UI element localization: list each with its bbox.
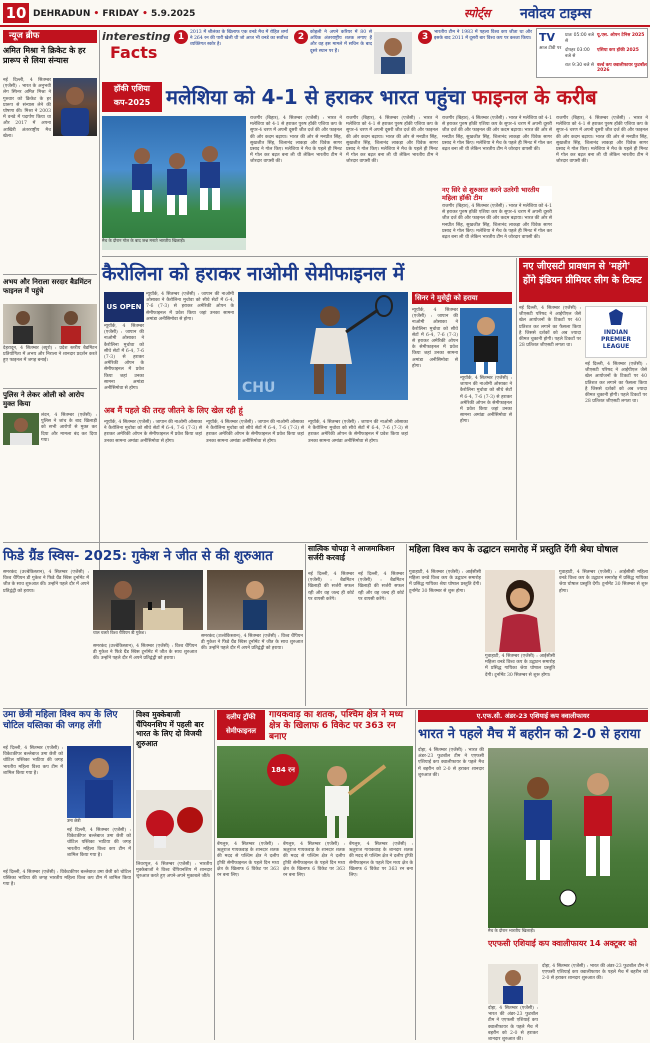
brief-divider-2 bbox=[3, 388, 97, 389]
paper-name: नवोदय टाइम्स bbox=[520, 6, 592, 22]
ipl-logo bbox=[585, 306, 647, 358]
brief-1-photo bbox=[53, 78, 97, 136]
lead-body-col1: राजगीर (बिहार), 4 सितम्बर (एजेंसी) : भारत ने मलेशिया को 4-1 से हराकर पुरुष हॉकी एशिया कप के सुपर-4 चरण में अपनी दूसरी जीत दर्ज की और फाइनल की ओर कदम बढ़ाया। भारत की ओर से मनप्रीत सिंह, सुखजीत सिंह, शिलानंद लाकड़ा और विवेक सागर प्रसाद ने गोल किए। मलेशिया ने मैच के पहले ही मिनट में गोल कर बढ़त बना ली थी लेकिन भारतीय टीम ने जोरदार वापसी की। bbox=[250, 116, 342, 165]
sinner-body-2: न्यूयॉर्क, 4 सितम्बर (एजेंसी) : जापान की नाओमी ओसाका ने कैरोलिना मुचोवा को सीधे सेटों में 6-4, 7-6 (7-3) से हराकर अमेरिकी ओपन के सेमीफाइनल में प्रवेश किया जहां उनका सामना अमांडा अनीसिमोवा से होगा। bbox=[460, 376, 512, 425]
duleep-kicker bbox=[217, 710, 265, 740]
ipl-logo-line2: PREMIER bbox=[600, 336, 632, 343]
uma-headline: उमा छेत्री महिला विश्व कप के लिए चोटिल यस्तिका की जगह लेंगी bbox=[3, 710, 118, 731]
tv-icon: TV bbox=[539, 31, 556, 44]
tennis-body-col4: न्यूयॉर्क, 4 सितम्बर (एजेंसी) : जापान की नाओमी ओसाका ने कैरोलिना मुचोवा को सीधे सेटों में 6-4, 7-6 (7-3) से हराकर अमेरिकी ओपन के सेमीफाइनल में प्रवेश किया जहां उनका सामना अमांडा अनीसिमोवा से होगा। bbox=[206, 420, 304, 444]
football-story bbox=[418, 710, 648, 1043]
brief-divider-1 bbox=[3, 274, 97, 275]
section-label: स्पोर्ट्स bbox=[464, 7, 491, 20]
shreya-body-col2: गुवाहाटी, 4 सितम्बर (एजेंसी) : आईसीसी महिला वनडे विश्व कप के उद्घाटन समारोह में प्रसिद्ध गायिका श्रेया घोषाल प्रस्तुति देंगी। टूर्नामेंट 30 सितम्बर से शुरू होगा। bbox=[485, 654, 555, 678]
usopen-logo: US OPEN bbox=[104, 292, 144, 322]
lead-story bbox=[102, 80, 648, 256]
chess-body-col3: समरकंद (उज्बेकिस्तान), 4 सितम्बर (एजेंसी) : विश्व चैंपियन डी गुकेश ने फिडे ग्रैंड स्विस टूर्नामेंट में जीत के साथ शुरुआत की। उन्होंने पहले दौर में अपने प्रतिद्वंद्वी को हराया। bbox=[201, 634, 303, 652]
ipl-body-col1: नई दिल्ली, 4 सितम्बर (एजेंसी) : जीएसटी परिषद ने आईपीएल जैसे खेल आयोजनों के टिकटों पर 40 प्रतिशत कर लगाने का फैसला किया है जिससे दर्शकों को अब ज्यादा कीमत चुकानी होगी। पहले टिकटों पर 28 प्रतिशत जीएसटी लगता था। bbox=[519, 306, 581, 349]
tv-item-1: यू.एस. ओपन टेनिस 2025 bbox=[597, 33, 645, 38]
football-body-col1: दोहा, 4 सितम्बर (एजेंसी) : भारत की अंडर-23 फुटबॉल टीम ने एएफसी एशियाई कप क्वालीफायर के पहले मैच में बहरीन को 2-0 से हराकर शानदार शुरुआत की। bbox=[418, 748, 484, 778]
edition: DEHRADUN bbox=[33, 9, 91, 19]
chess-headline: फिडे ग्रैंड स्विस- 2025: गुकेश ने जीत से की शुरुआत bbox=[3, 548, 273, 564]
chess-photo-2 bbox=[207, 570, 303, 630]
sinner-photo bbox=[460, 308, 512, 374]
masthead bbox=[0, 0, 650, 26]
tv-time-1: प्रातः 05:00 बजे से bbox=[565, 33, 594, 44]
uma-caption: उमा छेत्री bbox=[67, 818, 81, 823]
ipl-body-col2: नई दिल्ली, 4 सितम्बर (एजेंसी) : जीएसटी परिषद ने आईपीएल जैसे खेल आयोजनों के टिकटों पर 40 प्रतिशत कर लगाने का फैसला किया है जिससे दर्शकों को अब ज्यादा कीमत चुकानी होगी। पहले टिकटों पर 28 प्रतिशत जीएसटी लगता था। bbox=[585, 362, 647, 405]
boxing-photo bbox=[136, 790, 212, 860]
duleep-headline: गायकवाड़ का शतक, पश्चिम क्षेत्र ने मध्य क्षेत्र के खिलाफ 6 विकेट पर 363 रन बनाए bbox=[269, 710, 404, 742]
chess-story bbox=[3, 544, 303, 706]
tennis-body-col3: न्यूयॉर्क, 4 सितम्बर (एजेंसी) : जापान की नाओमी ओसाका ने कैरोलिना मुचोवा को सीधे सेटों में 6-4, 7-6 (7-3) से हराकर अमेरिकी ओपन के सेमीफाइनल में प्रवेश किया जहां उनका सामना अमांडा अनीसिमोवा से होगा। bbox=[104, 420, 202, 444]
satvik-body-col1: नई दिल्ली, 4 सितम्बर (एजेंसी) : बैडमिंटन खिलाड़ी की सर्जरी सफल रही और वह जल्द ही कोर्ट पर वापसी करेंगे। bbox=[308, 572, 354, 602]
facts-label-top: interesting bbox=[102, 30, 171, 43]
facts-logo bbox=[102, 30, 172, 76]
day: FRIDAY bbox=[102, 9, 139, 19]
lead-headline-part2: फाइनल के करीब bbox=[472, 85, 597, 109]
brief-3-body: लंदन, 4 सितम्बर (एजेंसी) : पुलिस ने जांच के बाद खिलाड़ी को सभी आरोपों से मुक्त कर दिया और मामला बंद कर दिया गया। bbox=[41, 413, 97, 443]
ipl-logo-icon bbox=[609, 309, 623, 325]
date: 5.9.2025 bbox=[150, 9, 196, 19]
divider-satvik bbox=[305, 544, 306, 706]
divider-duleep bbox=[214, 710, 215, 1040]
fact-3 bbox=[418, 30, 532, 76]
satvik-brief bbox=[308, 544, 404, 706]
divider-ipl bbox=[516, 258, 517, 540]
duleep-kicker-line1: दलीप ट्रॉफी bbox=[226, 713, 256, 721]
brief-2-title: अभय और निराला सरदार बैडमिंटन फाइनल में पहुंचे bbox=[3, 278, 92, 295]
chess-body-col2: समरकंद (उज्बेकिस्तान), 4 सितम्बर (एजेंसी) : विश्व चैंपियन डी गुकेश ने फिडे ग्रैंड स्विस टूर्नामेंट में जीत के साथ शुरुआत की। उन्होंने पहले दौर में अपने प्रतिद्वंद्वी को हराया। bbox=[93, 644, 197, 662]
brief-2-photo bbox=[3, 304, 97, 344]
ipl-logo-line1: INDIAN bbox=[603, 329, 629, 336]
duleep-photo bbox=[217, 746, 413, 838]
svg-text:CHU: CHU bbox=[242, 380, 276, 396]
brief-3-title: पुलिस ने लेकर ओली को आरोप मुक्त किया bbox=[3, 391, 85, 408]
chess-photo bbox=[93, 570, 203, 630]
divider-football bbox=[415, 710, 416, 1040]
tv-item-2: एशिया कप हॉकी 2025 bbox=[597, 48, 639, 53]
brief-1-body: नई दिल्ली, 4 सितम्बर (एजेंसी) : भारत के अनुभवी लेग स्पिनर अमित मिश्रा ने गुरुवार को क्रिकेट के हर प्रारूप से संन्यास लेने की घोषणा की। मिश्रा ने 2003 में वनडे में पदार्पण किया था और 2017 में अपना आखिरी अंतरराष्ट्रीय मैच खेला। bbox=[3, 78, 51, 139]
shreya-story bbox=[409, 544, 648, 706]
football-kicker: ए.एफ.सी. अंडर-23 एशियाई कप क्वालीफायर bbox=[418, 710, 648, 722]
tennis-photo bbox=[238, 292, 408, 400]
duleep-kicker-line2: सेमीफाइनल bbox=[225, 727, 256, 735]
interesting-facts-banner bbox=[102, 28, 532, 78]
fact-1-number: 1 bbox=[174, 30, 188, 44]
uma-photo bbox=[67, 746, 131, 818]
shreya-photo bbox=[485, 570, 555, 652]
column-divider-left bbox=[99, 30, 100, 590]
football-photo bbox=[488, 748, 648, 928]
football-caption: मैच के दौरान भारतीय खिलाड़ी। bbox=[488, 928, 536, 933]
tv-item-3: वर्ल्ड कप क्वालीफायर फुटबॉल 2026 bbox=[597, 63, 647, 73]
satvik-body-col2: नई दिल्ली, 4 सितम्बर (एजेंसी) : बैडमिंटन खिलाड़ी की सर्जरी सफल रही और वह जल्द ही कोर्ट पर वापसी करेंगे। bbox=[358, 572, 404, 602]
fact-2-number: 2 bbox=[294, 30, 308, 44]
satvik-headline: सात्विक चोपड़ा ने आजमाकिशन सर्जरी करवाई bbox=[308, 544, 395, 562]
chess-caption: चाल चलते विश्व चैंपियन डी गुकेश। bbox=[93, 630, 146, 635]
lead-body-col4: राजगीर (बिहार), 4 सितम्बर (एजेंसी) : भारत ने मलेशिया को 4-1 से हराकर पुरुष हॉकी एशिया कप के सुपर-4 चरण में अपनी दूसरी जीत दर्ज की और फाइनल की ओर कदम बढ़ाया। भारत की ओर से मनप्रीत सिंह, सुखजीत सिंह, शिलानंद लाकड़ा और विवेक सागर प्रसाद ने गोल किए। मलेशिया ने मैच के पहले ही मिनट में गोल कर बढ़त बना ली थी लेकिन भारतीय टीम ने जोरदार वापसी की। bbox=[442, 204, 552, 241]
football-headline: भारत ने पहले मैच में बहरीन को 2-0 से हराया bbox=[418, 727, 641, 742]
tennis-headline: कैरोलिना को हराकर नाओमी सेमीफाइनल में bbox=[102, 263, 405, 285]
tennis-body-col5: न्यूयॉर्क, 4 सितम्बर (एजेंसी) : जापान की नाओमी ओसाका ने कैरोलिना मुचोवा को सीधे सेटों में 6-4, 7-6 (7-3) से हराकर अमेरिकी ओपन के सेमीफाइनल में प्रवेश किया जहां उनका सामना अमांडा अनीसिमोवा से होगा। bbox=[308, 420, 408, 444]
boxing-body-col1: लिवरपूल, 4 सितम्बर (एजेंसी) : भारतीय मुक्केबाजों ने विश्व चैंपियनशिप में शानदार शुरुआत करते हुए अपने-अपने मुकाबले जीते। bbox=[136, 862, 212, 880]
lead-kicker-line1: हॉकी एशिया bbox=[114, 84, 150, 93]
lead-body-col3: राजगीर (बिहार), 4 सितम्बर (एजेंसी) : भारत ने मलेशिया को 4-1 से हराकर पुरुष हॉकी एशिया कप के सुपर-4 चरण में अपनी दूसरी जीत दर्ज की और फाइनल की ओर कदम बढ़ाया। भारत की ओर से मनप्रीत सिंह, सुखजीत सिंह, शिलानंद लाकड़ा और विवेक सागर प्रसाद ने गोल किए। मलेशिया ने मैच के पहले ही मिनट में गोल कर बढ़त बना ली थी लेकिन भारतीय टीम ने जोरदार वापसी की। bbox=[442, 116, 552, 153]
duleep-body-col1: बेंगलुरु, 4 सितम्बर (एजेंसी) : ऋतुराज गायकवाड़ के शानदार शतक की मदद से पश्चिम क्षेत्र ने दलीप ट्रॉफी सेमीफाइनल के पहले दिन मध्य क्षेत्र के खिलाफ 6 विकेट पर 363 रन बना लिए। bbox=[217, 842, 279, 879]
duleep-body-col3: बेंगलुरु, 4 सितम्बर (एजेंसी) : ऋतुराज गायकवाड़ के शानदार शतक की मदद से पश्चिम क्षेत्र ने दलीप ट्रॉफी सेमीफाइनल के पहले दिन मध्य क्षेत्र के खिलाफ 6 विकेट पर 363 रन बना लिए। bbox=[349, 842, 413, 879]
lead-body-col5: राजगीर (बिहार), 4 सितम्बर (एजेंसी) : भारत ने मलेशिया को 4-1 से हराकर पुरुष हॉकी एशिया कप के सुपर-4 चरण में अपनी दूसरी जीत दर्ज की और फाइनल की ओर कदम बढ़ाया। भारत की ओर से मनप्रीत सिंह, सुखजीत सिंह, शिलानंद लाकड़ा और विवेक सागर प्रसाद ने गोल किए। मलेशिया ने मैच के पहले ही मिनट में गोल कर बढ़त बना ली थी लेकिन भारतीय टीम ने जोरदार वापसी की। bbox=[556, 116, 648, 165]
football-body-col2: दोहा, 4 सितम्बर (एजेंसी) : भारत की अंडर-23 फुटबॉल टीम ने एएफसी एशियाई कप क्वालीफायर के पहले मैच में बहरीन को 2-0 से हराकर शानदार शुरुआत की। bbox=[542, 964, 648, 982]
tennis-pullquote: अब मैं पहले की तरह जीतने के लिए खेल रही हूं bbox=[104, 404, 408, 418]
lead-photo bbox=[102, 116, 246, 250]
boxing-headline: विश्व मुक्केबाजी चैंपियनशिप में पहली बार भारत के लिए दो विजयी शुरुआत bbox=[136, 710, 204, 748]
boxing-story bbox=[136, 710, 212, 1040]
duleep-body-col2: बेंगलुरु, 4 सितम्बर (एजेंसी) : ऋतुराज गायकवाड़ के शानदार शतक की मदद से पश्चिम क्षेत्र ने दलीप ट्रॉफी सेमीफाइनल के पहले दिन मध्य क्षेत्र के खिलाफ 6 विकेट पर 363 रन बना लिए। bbox=[283, 842, 345, 879]
shreya-body-col3: गुवाहाटी, 4 सितम्बर (एजेंसी) : आईसीसी महिला वनडे विश्व कप के उद्घाटन समारोह में प्रसिद्ध गायिका श्रेया घोषाल प्रस्तुति देंगी। टूर्नामेंट 30 सितम्बर से शुरू होगा। bbox=[559, 570, 648, 594]
ipl-logo-line3: LEAGUE bbox=[602, 343, 630, 350]
divider-bottom bbox=[3, 708, 648, 709]
news-brief-column bbox=[3, 30, 97, 445]
fact-2 bbox=[294, 30, 414, 76]
fact-2-photo bbox=[374, 32, 412, 74]
tv-sub: आज टीवी पर bbox=[539, 46, 562, 51]
uma-body-col1: नई दिल्ली, 4 सितम्बर (एजेंसी) : विकेटकीपर बल्लेबाज उमा छेत्री को चोटिल यस्तिका भाटिया की जगह भारतीय महिला विश्व कप टीम में शामिल किया गया है। bbox=[3, 746, 63, 776]
fact-3-number: 3 bbox=[418, 30, 432, 44]
divider-lead bbox=[102, 256, 648, 257]
lead-body-col2: राजगीर (बिहार), 4 सितम्बर (एजेंसी) : भारत ने मलेशिया को 4-1 से हराकर पुरुष हॉकी एशिया कप के सुपर-4 चरण में अपनी दूसरी जीत दर्ज की और फाइनल की ओर कदम बढ़ाया। भारत की ओर से मनप्रीत सिंह, सुखजीत सिंह, शिलानंद लाकड़ा और विवेक सागर प्रसाद ने गोल किए। मलेशिया ने मैच के पहले ही मिनट में गोल कर बढ़त बना ली थी लेकिन भारतीय टीम ने जोरदार वापसी की। bbox=[346, 116, 438, 165]
brief-2-body: देहरादून, 4 सितम्बर (ब्यूरो) : प्रदेश स्तरीय बैडमिंटन प्रतियोगिता में अभय और निराला ने शानदार प्रदर्शन करते हुए फाइनल में जगह बनाई। bbox=[3, 346, 97, 364]
tennis-story bbox=[102, 258, 514, 540]
uma-body-col3: नई दिल्ली, 4 सितम्बर (एजेंसी) : विकेटकीपर बल्लेबाज उमा छेत्री को चोटिल यस्तिका भाटिया की जगह भारतीय महिला विश्व कप टीम में शामिल किया गया है। bbox=[3, 870, 131, 888]
lead-photo-caption: मैच के दौरान गोल के बाद जश्न मनाते भारतीय खिलाड़ी। bbox=[102, 238, 246, 250]
fact-2-text: कोहली ने अपने करियर में 80 से अधिक अंतरराष्ट्रीय शतक लगाए हैं और वह इस मामले में सचिन के बाद दूसरे स्थान पर हैं। bbox=[310, 30, 372, 54]
shreya-headline: महिला विश्व कप के उद्घाटन समारोह में प्रस्तुति देंगी श्रेया घोषाल bbox=[409, 545, 618, 555]
lead-kicker bbox=[102, 82, 162, 112]
tennis-subhead: सिनर ने मुसेट्टी को हराया bbox=[412, 292, 512, 304]
news-brief-label: न्यूज ब्रीफ bbox=[3, 30, 97, 43]
duleep-badge: 184 रन bbox=[267, 754, 299, 786]
lead-headline-part1: मलेशिया को 4-1 से हराकर भारत पहुंचा bbox=[166, 85, 466, 109]
divider-chess bbox=[3, 542, 648, 543]
brief-3-photo bbox=[3, 413, 39, 445]
fact-3-text: भारतीय टीम ने 1983 में पहला विश्व कप जीता था और इसके बाद 2011 में दूसरी बार विश्व कप पर कब्जा किया। bbox=[434, 30, 532, 42]
fact-1 bbox=[174, 30, 289, 76]
ipl-story bbox=[519, 258, 648, 540]
shreya-body-col1: गुवाहाटी, 4 सितम्बर (एजेंसी) : आईसीसी महिला वनडे विश्व कप के उद्घाटन समारोह में प्रसिद्ध गायिका श्रेया घोषाल प्रस्तुति देंगी। टूर्नामेंट 30 सितम्बर से शुरू होगा। bbox=[409, 570, 481, 594]
facts-label-bottom: Facts bbox=[110, 43, 158, 62]
football-body-col3: दोहा, 4 सितम्बर (एजेंसी) : भारत की अंडर-23 फुटबॉल टीम ने एएफसी एशियाई कप क्वालीफायर के पहले मैच में बहरीन को 2-0 से हराकर शानदार शुरुआत की। bbox=[488, 1006, 538, 1043]
tv-schedule-box bbox=[536, 28, 648, 78]
brief-1-title: अमित मिश्रा ने क्रिकेट के हर प्रारूप से लिया संन्यास bbox=[3, 46, 86, 65]
lead-headline bbox=[166, 80, 646, 114]
divider-boxing bbox=[133, 710, 134, 1040]
tv-time-2: दोपहर 03:00 बजे से bbox=[565, 48, 590, 59]
lead-kicker-line2: कप-2025 bbox=[113, 98, 151, 107]
tv-time-3: रात 9:30 बजे से bbox=[565, 63, 594, 68]
fact-1-text: 2013 में श्रीलंका के खिलाफ एक वनडे मैच में रोहित शर्मा ने 264 रन की पारी खेली थी जो आज भी वनडे का सर्वोच्च व्यक्तिगत स्कोर है। bbox=[190, 30, 288, 48]
page-number: 10 bbox=[3, 3, 29, 23]
tennis-body-col1: न्यूयॉर्क, 4 सितम्बर (एजेंसी) : जापान की नाओमी ओसाका ने कैरोलिना मुचोवा को सीधे सेटों में 6-4, 7-6 (7-3) से हराकर अमेरिकी ओपन के सेमीफाइनल में प्रवेश किया जहां उनका सामना अमांडा अनीसिमोवा से होगा। bbox=[146, 292, 234, 322]
lead-subhead: नए सिरे से शुरुआत करने उतरेगी भारतीय महिला हॉकी टीम bbox=[442, 186, 552, 202]
football-subhead: एएफसी एशियाई कप क्वालीफायर 14 अक्टूबर को bbox=[488, 939, 637, 948]
uma-body-col2: नई दिल्ली, 4 सितम्बर (एजेंसी) : विकेटकीपर बल्लेबाज उमा छेत्री को चोटिल यस्तिका भाटिया की जगह भारतीय महिला विश्व कप टीम में शामिल किया गया है। bbox=[67, 828, 131, 858]
tennis-body-col2: न्यूयॉर्क, 4 सितम्बर (एजेंसी) : जापान की नाओमी ओसाका ने कैरोलिना मुचोवा को सीधे सेटों में 6-4, 7-6 (7-3) से हराकर अमेरिकी ओपन के सेमीफाइनल में प्रवेश किया जहां उनका सामना अमांडा अनीसिमोवा से होगा। bbox=[104, 324, 144, 392]
chess-body-col1: समरकंद (उज्बेकिस्तान), 4 सितम्बर (एजेंसी) : विश्व चैंपियन डी गुकेश ने फिडे ग्रैंड स्विस टूर्नामेंट में जीत के साथ शुरुआत की। उन्होंने पहले दौर में अपने प्रतिद्वंद्वी को हराया। bbox=[3, 570, 89, 594]
divider-shreya bbox=[406, 544, 407, 706]
uma-story bbox=[3, 710, 131, 1040]
football-photo-2 bbox=[488, 964, 538, 1004]
ipl-headline: नए जीएसटी प्रावधान से 'महंगे' होंगे इंडियन प्रीमियर लीग के टिकट bbox=[519, 258, 648, 302]
duleep-story bbox=[217, 710, 413, 1040]
edition-line: DEHRADUN • FRIDAY • 5.9.2025 bbox=[33, 9, 196, 19]
sinner-body: न्यूयॉर्क, 4 सितम्बर (एजेंसी) : जापान की नाओमी ओसाका ने कैरोलिना मुचोवा को सीधे सेटों में 6-4, 7-6 (7-3) से हराकर अमेरिकी ओपन के सेमीफाइनल में प्रवेश किया जहां उनका सामना अमांडा अनीसिमोवा से होगा। bbox=[412, 308, 458, 369]
masthead-rule bbox=[0, 25, 650, 27]
